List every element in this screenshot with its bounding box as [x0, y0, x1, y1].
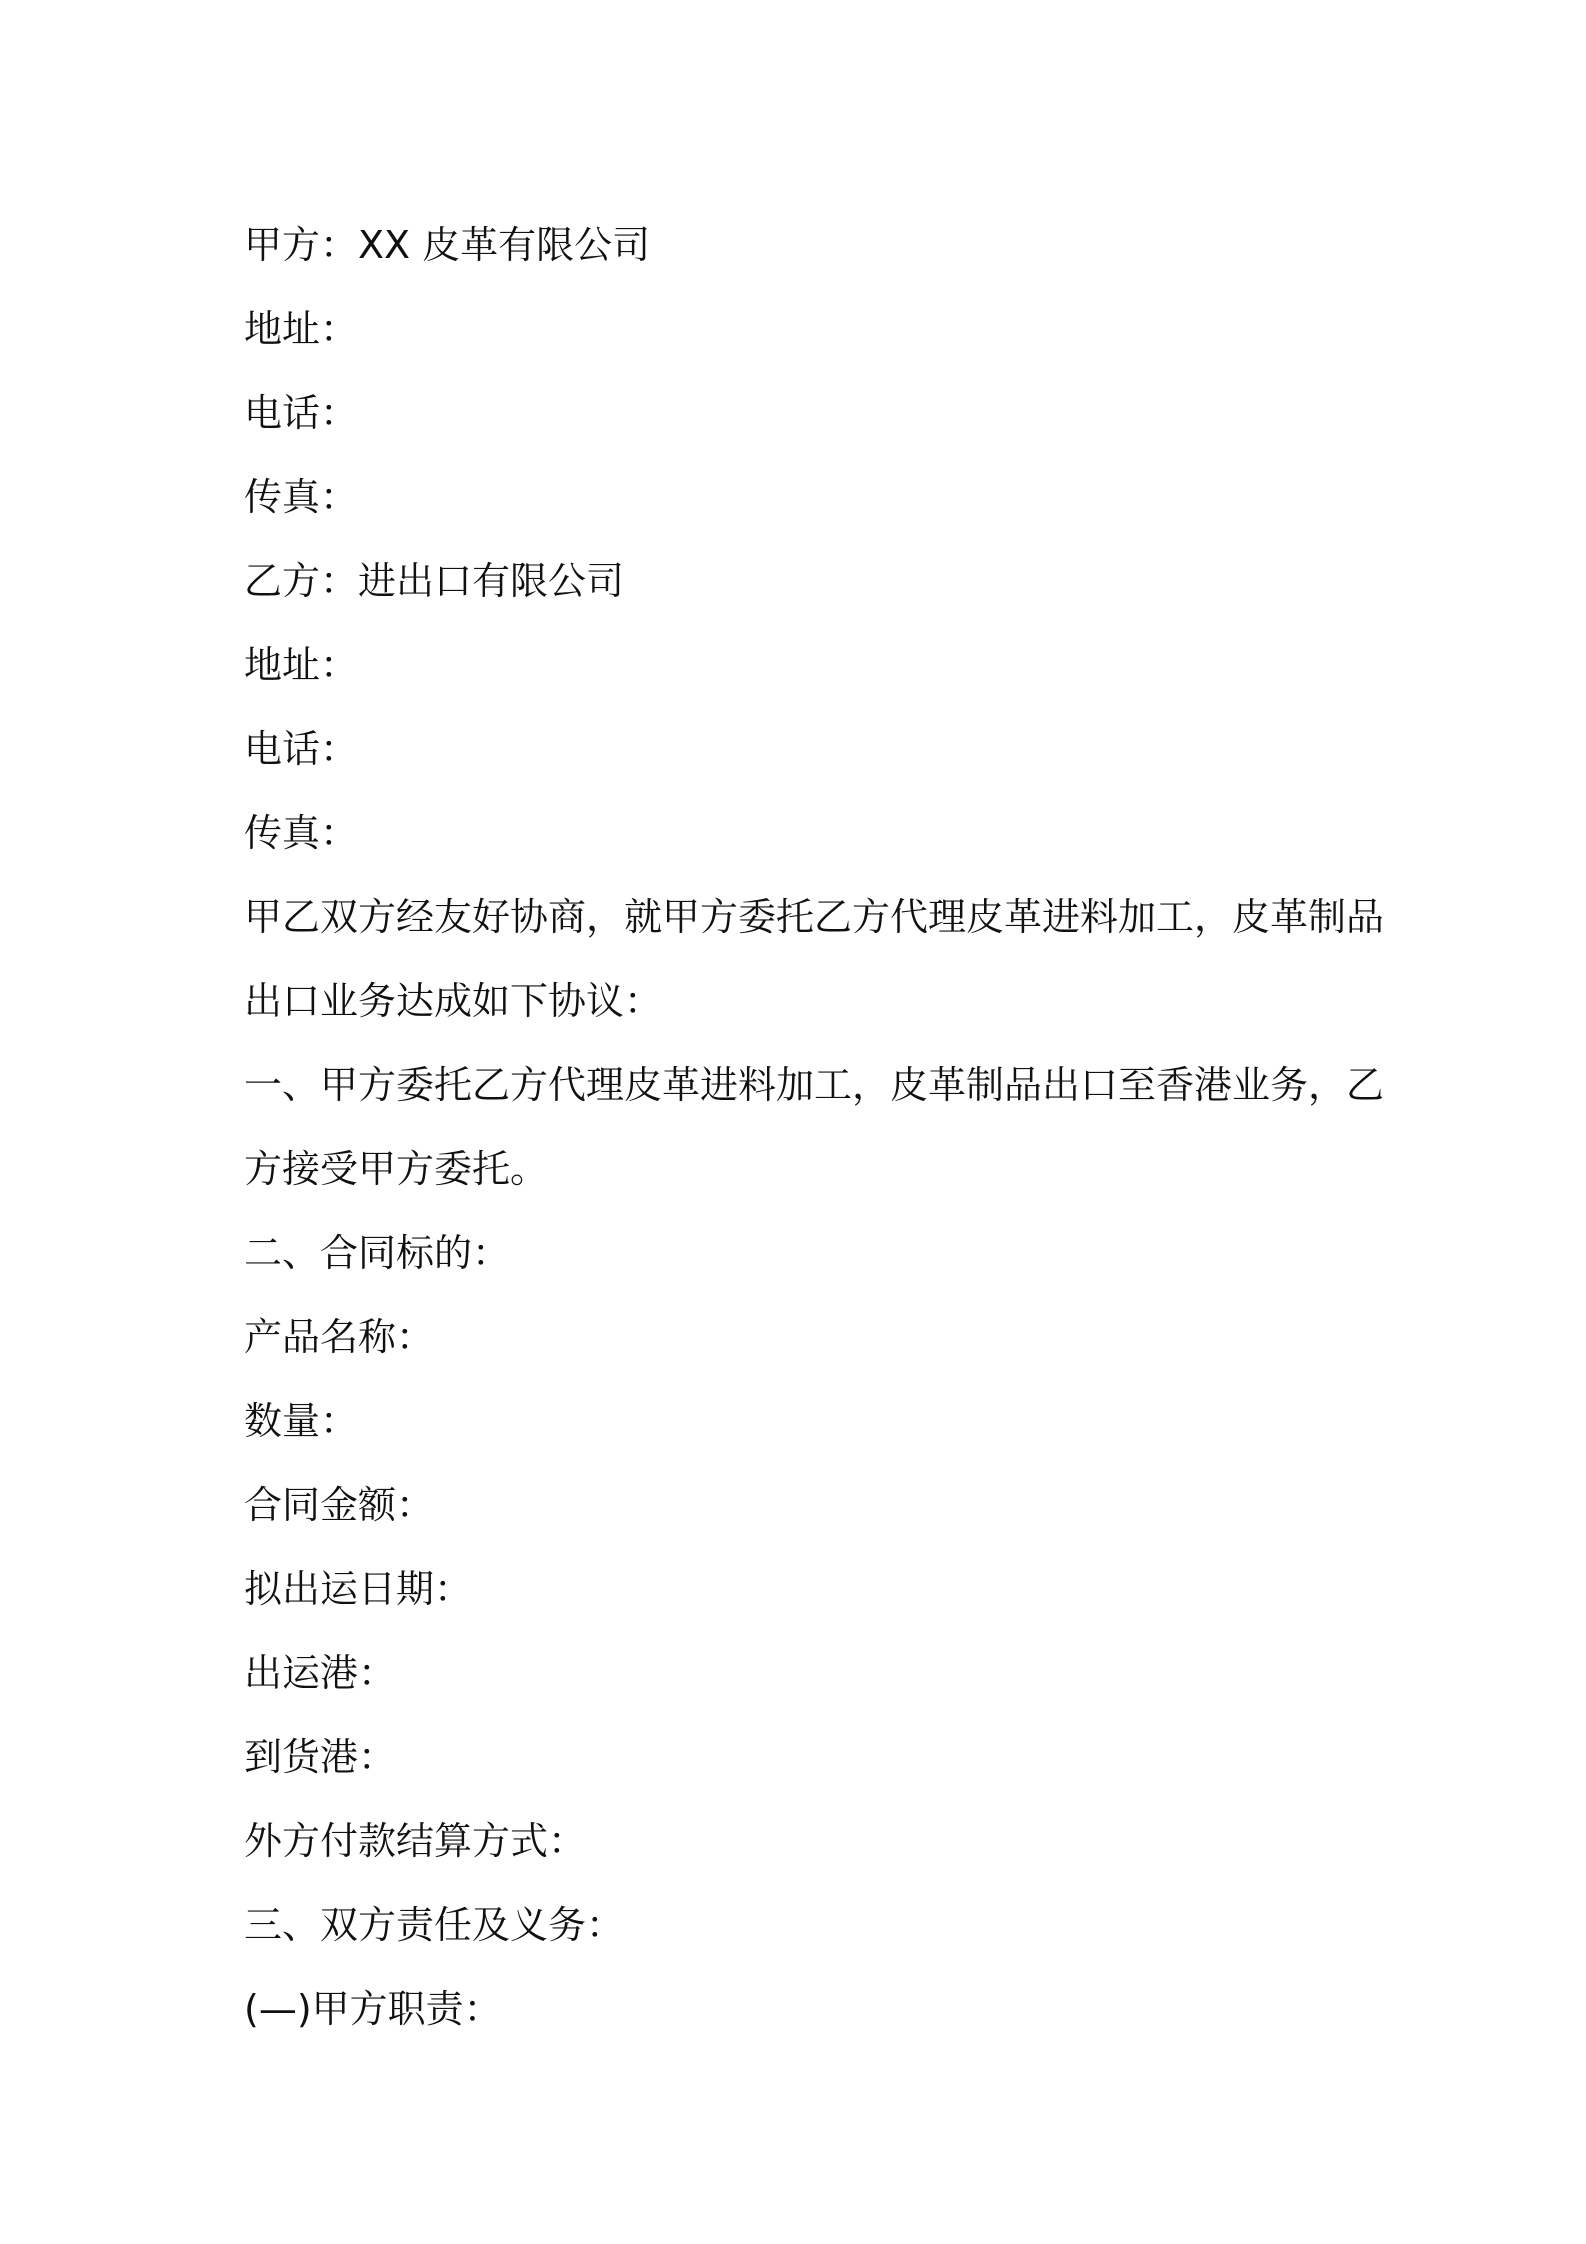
party-a-duties-heading: (—)甲方职责： [244, 1987, 502, 2031]
clause-1-line: 一、甲方委托乙方代理皮革进料加工，皮革制品出口至香港业务，乙 [244, 1063, 1385, 1107]
party-b-name: 乙方：进出口有限公司 [244, 559, 625, 603]
party-b-phone: 电话： [244, 727, 359, 771]
quantity-field: 数量： [244, 1399, 359, 1443]
port-of-arrival-field: 到货港： [244, 1735, 397, 1779]
party-a-phone: 电话： [244, 391, 359, 435]
party-b-fax: 传真： [244, 811, 359, 855]
party-a-fax: 传真： [244, 475, 359, 519]
payment-settlement-field: 外方付款结算方式： [244, 1819, 587, 1863]
party-a-address: 地址： [244, 307, 359, 351]
clause-3-heading: 三、双方责任及义务： [244, 1903, 625, 1947]
party-a-name: 甲方：XX 皮革有限公司 [244, 223, 651, 267]
planned-shipping-date-field: 拟出运日期： [244, 1567, 473, 1611]
clause-2-heading: 二、合同标的： [244, 1231, 511, 1275]
preamble-line: 出口业务达成如下协议： [244, 979, 663, 1023]
document-body [244, 203, 1385, 2051]
party-b-address: 地址： [244, 643, 359, 687]
product-name-field: 产品名称： [244, 1315, 435, 1359]
port-of-shipment-field: 出运港： [244, 1651, 397, 1695]
clause-1-line: 方接受甲方委托。 [244, 1147, 549, 1191]
contract-amount-field: 合同金额： [244, 1483, 435, 1527]
preamble-line: 甲乙双方经友好协商，就甲方委托乙方代理皮革进料加工，皮革制品 [244, 895, 1385, 939]
